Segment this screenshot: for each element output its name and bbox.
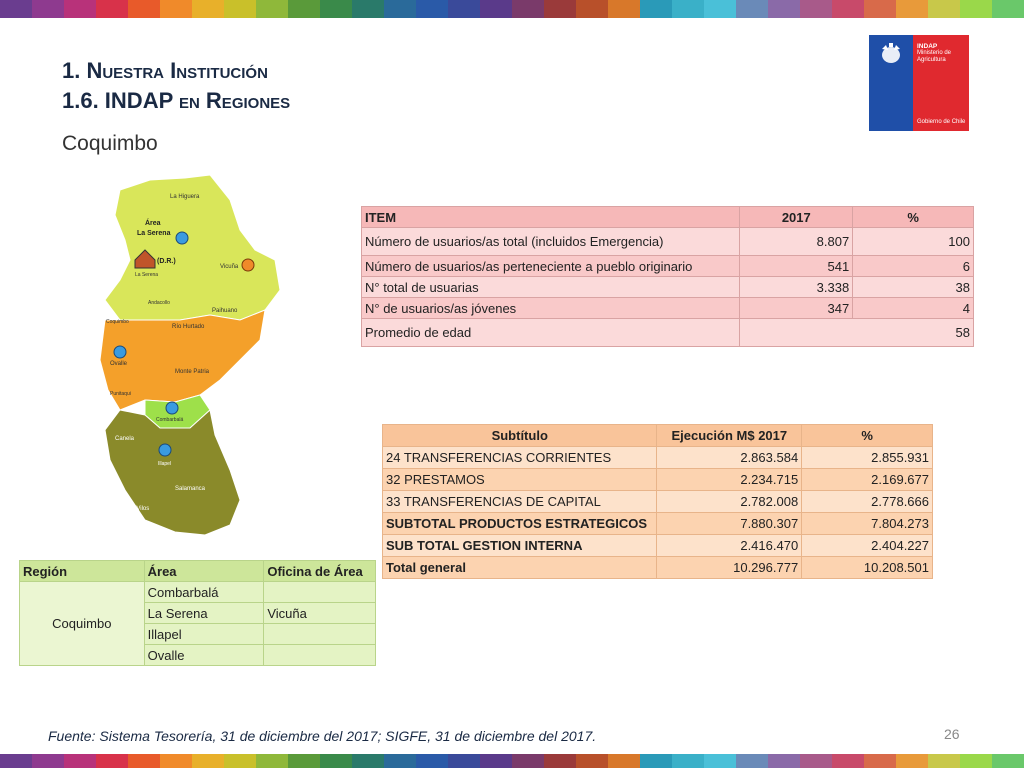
color-band-segment (864, 754, 896, 768)
color-band-segment (832, 0, 864, 18)
color-band-segment (256, 0, 288, 18)
color-band-segment (736, 0, 768, 18)
color-band-segment (896, 754, 928, 768)
title-line-2: 1.6. INDAP en Regiones (62, 88, 291, 113)
header-cell: ITEM (362, 207, 740, 228)
color-band-segment (352, 0, 384, 18)
color-band-segment (512, 0, 544, 18)
table-cell: Número de usuarios/as total (incluidos Emergencia) (362, 228, 740, 256)
color-band-segment (640, 0, 672, 18)
table-cell: SUBTOTAL PRODUCTOS ESTRATEGICOS (383, 513, 657, 535)
map-label: Punitaqui (110, 391, 131, 397)
map-label: Paihuano (212, 308, 238, 314)
table-row (362, 298, 974, 319)
areas-table (19, 560, 376, 666)
table-cell (264, 645, 376, 666)
color-band-segment (192, 0, 224, 18)
table-cell: 8.807 (740, 228, 853, 256)
table-cell: 2.416.470 (657, 535, 802, 557)
table-row (362, 319, 974, 347)
page-title (62, 56, 290, 116)
table-header-row (20, 561, 376, 582)
table-row (362, 228, 974, 256)
budget-table (382, 424, 933, 579)
color-band-segment (544, 0, 576, 18)
color-band-segment (128, 754, 160, 768)
table-cell: Ovalle (144, 645, 264, 666)
indap-logo (869, 35, 969, 131)
logo-line-1: INDAP (917, 43, 938, 50)
top-color-band (0, 0, 1024, 18)
color-band-segment (960, 0, 992, 18)
color-band-segment (800, 0, 832, 18)
color-band-segment (320, 0, 352, 18)
color-band-segment (256, 754, 288, 768)
color-band-segment (768, 0, 800, 18)
map-label: Río Hurtado (172, 324, 205, 330)
table-cell: 24 TRANSFERENCIAS CORRIENTES (383, 447, 657, 469)
table-row (383, 535, 933, 557)
color-band-segment (0, 0, 32, 18)
color-band-segment (800, 754, 832, 768)
color-band-segment (992, 0, 1024, 18)
color-band-segment (160, 754, 192, 768)
color-band-segment (32, 0, 64, 18)
illapel-marker (159, 444, 171, 456)
vicuna-marker (242, 259, 254, 271)
table-cell: La Serena (144, 603, 264, 624)
table-cell: Illapel (144, 624, 264, 645)
color-band-segment (448, 0, 480, 18)
color-band-segment (544, 754, 576, 768)
color-band-segment (96, 0, 128, 18)
table-row (383, 557, 933, 579)
table-cell: 2.169.677 (802, 469, 933, 491)
map-label: Andacollo (148, 300, 170, 306)
map-label: Combarbalá (156, 417, 184, 423)
table-cell: Vicuña (264, 603, 376, 624)
table-cell: Total general (383, 557, 657, 579)
source-note: Fuente: Sistema Tesorería, 31 de diciembre del 2017; SIGFE, 31 de diciembre del 2017. (48, 728, 597, 744)
map-south-zone (105, 410, 240, 535)
header-cell: Ejecución M$ 2017 (657, 425, 802, 447)
logo-line-2: Ministerio de (917, 50, 952, 56)
table-cell: Promedio de edad (362, 319, 740, 347)
color-band-segment (224, 0, 256, 18)
header-cell: Oficina de Área (264, 561, 376, 582)
table-cell: 2.234.715 (657, 469, 802, 491)
table-row (20, 582, 376, 603)
header-cell: % (802, 425, 933, 447)
table-cell (264, 624, 376, 645)
table-header-row (383, 425, 933, 447)
header-cell: % (853, 207, 974, 228)
la-serena-marker (176, 232, 188, 244)
table-cell: 100 (853, 228, 974, 256)
page-number: 26 (944, 726, 960, 742)
region-cell: Coquimbo (20, 582, 145, 666)
color-band-segment (512, 754, 544, 768)
table-cell: 2.778.666 (802, 491, 933, 513)
color-band-segment (384, 0, 416, 18)
color-band-segment (192, 754, 224, 768)
color-band-segment (480, 754, 512, 768)
color-band-segment (64, 0, 96, 18)
map-label: La Serena (137, 230, 171, 237)
table-cell: 3.338 (740, 277, 853, 298)
table-cell: 33 TRANSFERENCIAS DE CAPITAL (383, 491, 657, 513)
table-cell: 347 (740, 298, 853, 319)
color-band-segment (96, 754, 128, 768)
map-label: Los Vilos (125, 506, 150, 512)
color-band-segment (64, 754, 96, 768)
color-band-segment (576, 0, 608, 18)
table-cell: 2.404.227 (802, 535, 933, 557)
map-label: Canela (115, 436, 135, 442)
color-band-segment (960, 754, 992, 768)
table-cell: 10.296.777 (657, 557, 802, 579)
table-header-row (362, 207, 974, 228)
map-label: Ovalle (110, 361, 128, 367)
color-band-segment (480, 0, 512, 18)
color-band-segment (672, 754, 704, 768)
color-band-segment (416, 0, 448, 18)
table-row (362, 277, 974, 298)
map-label: Illapel (158, 461, 172, 467)
color-band-segment (672, 0, 704, 18)
users-table (361, 206, 974, 347)
table-cell: 10.208.501 (802, 557, 933, 579)
color-band-segment (736, 754, 768, 768)
color-band-segment (608, 0, 640, 18)
logo-line-3: Agricultura (917, 57, 946, 63)
table-cell: 7.804.273 (802, 513, 933, 535)
ovalle-marker (114, 346, 126, 358)
map-label: Coquimbo (106, 319, 129, 325)
map-label: La Serena (135, 272, 159, 278)
table-cell: 7.880.307 (657, 513, 802, 535)
map-label: Área (145, 220, 161, 227)
coat-of-arms-icon (876, 41, 906, 67)
header-cell: Subtítulo (383, 425, 657, 447)
color-band-segment (352, 754, 384, 768)
color-band-segment (768, 754, 800, 768)
table-cell: 6 (853, 256, 974, 277)
color-band-segment (832, 754, 864, 768)
table-cell (264, 582, 376, 603)
table-row (383, 447, 933, 469)
color-band-segment (896, 0, 928, 18)
map-label: Monte Patria (175, 369, 210, 375)
table-cell: Número de usuarios/as perteneciente a pueblo originario (362, 256, 740, 277)
color-band-segment (288, 754, 320, 768)
table-cell: Combarbalá (144, 582, 264, 603)
color-band-segment (928, 0, 960, 18)
header-cell: 2017 (740, 207, 853, 228)
color-band-segment (864, 0, 896, 18)
table-cell: N° total de usuarias (362, 277, 740, 298)
logo-footer: Gobierno de Chile (917, 119, 966, 125)
table-cell: N° de usuarios/as jóvenes (362, 298, 740, 319)
table-cell: 38 (853, 277, 974, 298)
map-label: Vicuña (220, 264, 239, 270)
region-map (90, 170, 290, 550)
color-band-segment (32, 754, 64, 768)
color-band-segment (160, 0, 192, 18)
logo-red-panel (913, 35, 969, 131)
table-row (383, 469, 933, 491)
color-band-segment (224, 754, 256, 768)
color-band-segment (992, 754, 1024, 768)
table-cell: 32 PRESTAMOS (383, 469, 657, 491)
bottom-color-band (0, 754, 1024, 768)
color-band-segment (320, 754, 352, 768)
map-label: La Higuera (170, 194, 200, 200)
map-label: (D.R.) (157, 258, 176, 265)
color-band-segment (608, 754, 640, 768)
table-cell: 2.782.008 (657, 491, 802, 513)
table-cell: SUB TOTAL GESTION INTERNA (383, 535, 657, 557)
color-band-segment (704, 0, 736, 18)
color-band-segment (928, 754, 960, 768)
color-band-segment (288, 0, 320, 18)
table-cell: 4 (853, 298, 974, 319)
color-band-segment (416, 754, 448, 768)
region-subtitle: Coquimbo (62, 132, 158, 155)
color-band-segment (384, 754, 416, 768)
combarbala-marker (166, 402, 178, 414)
header-cell: Área (144, 561, 264, 582)
color-band-segment (640, 754, 672, 768)
color-band-segment (576, 754, 608, 768)
table-row (362, 256, 974, 277)
header-cell: Región (20, 561, 145, 582)
color-band-segment (448, 754, 480, 768)
logo-blue-panel (869, 35, 913, 131)
table-cell: 58 (740, 319, 974, 347)
table-row (383, 513, 933, 535)
title-line-1: 1. Nuestra Institución (62, 58, 268, 83)
color-band-segment (0, 754, 32, 768)
table-cell: 2.863.584 (657, 447, 802, 469)
table-cell: 2.855.931 (802, 447, 933, 469)
color-band-segment (704, 754, 736, 768)
table-row (383, 491, 933, 513)
color-band-segment (128, 0, 160, 18)
map-label: Salamanca (175, 486, 206, 492)
table-cell: 541 (740, 256, 853, 277)
